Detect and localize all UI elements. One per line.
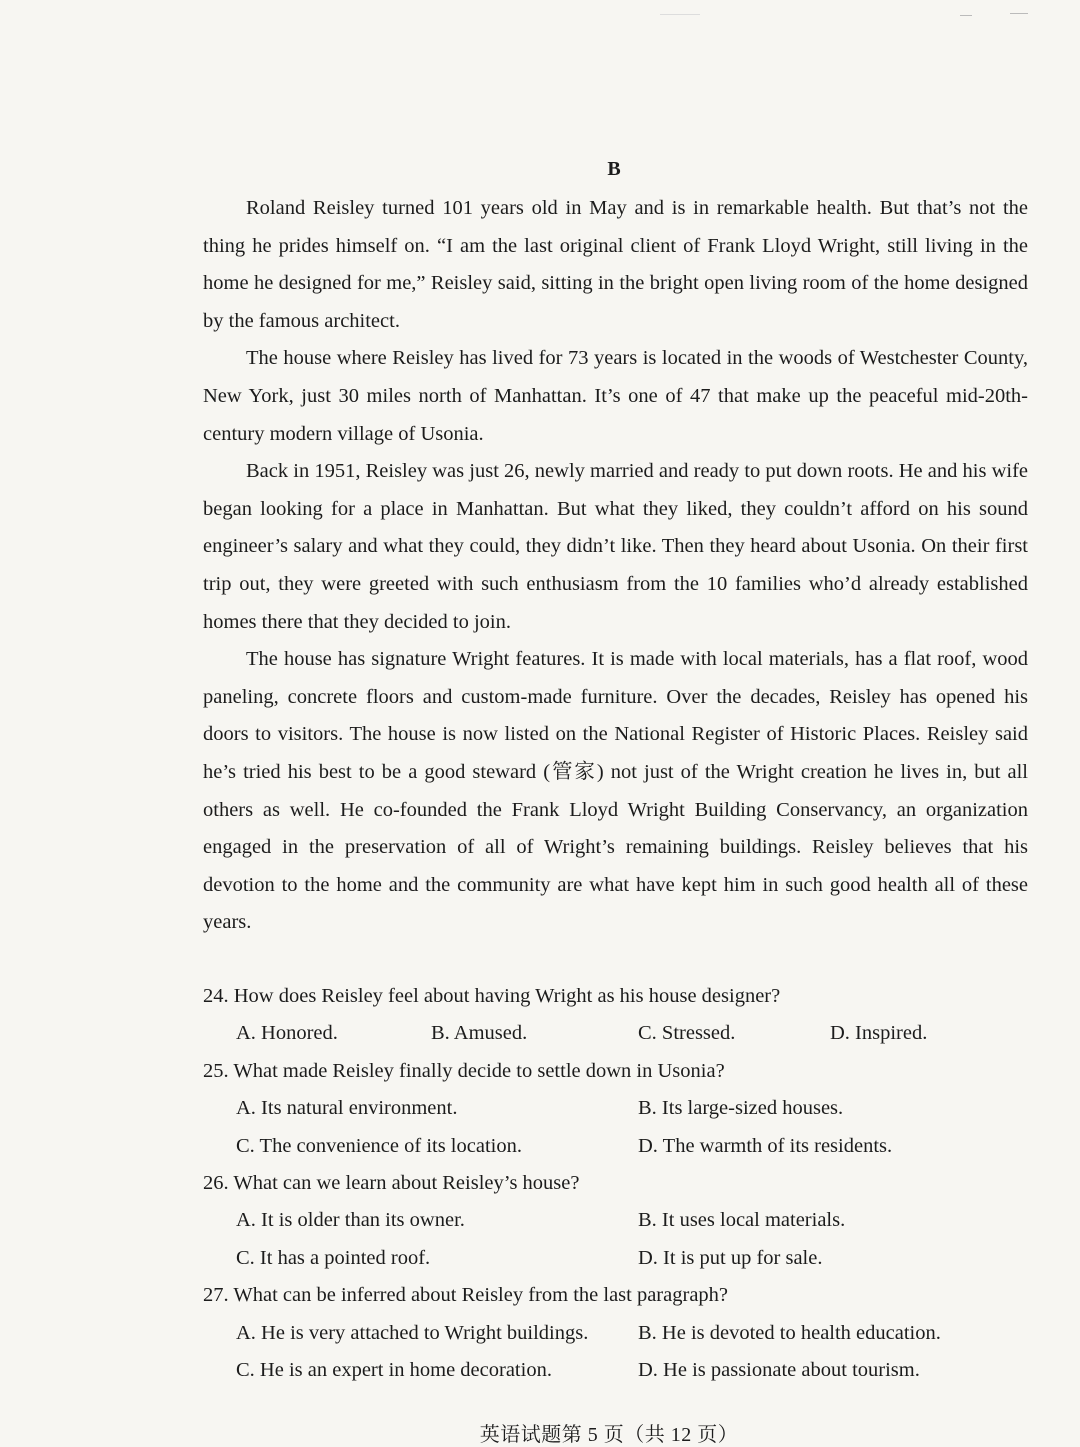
options-row — [203, 1128, 1033, 1165]
scan-mark — [660, 14, 700, 15]
passage-paragraph: Roland Reisley turned 101 years old in May and is in remarkable health. But that’s not the thing he prides himself on. “I am the last original client of Frank Lloyd Wright, still living in the home he designed for me,” Reisley said, sitting in the bright open living room of the home designed by the famous architect. — [203, 197, 1028, 332]
page-footer: 英语试题第 5 页（共 12 页） — [479, 1424, 739, 1446]
option-a: A. Honored. — [236, 1022, 338, 1045]
option-a: A. Its natural environment. — [236, 1097, 458, 1120]
passage-paragraph: The house has signature Wright features. It is made with local materials, has a flat roof, wood paneling, concrete floors and custom-made furniture. Over the decades, Reisley has opened his doors to visitors. The house is now listed on the National Register of Historic Places. Reisley said he’s tried his best to be a good steward (管家) not just of the Wright creation he lives in, but all others as well. He co-founded the Frank Lloyd Wright Building Conservancy, an organization engaged in the preservation of all of Wright’s remaining buildings. Reisley believes that his devotion to the home and the community are what have kept him in such good health all of these years. — [203, 648, 1028, 934]
scan-mark — [1010, 13, 1028, 14]
options-row — [203, 1015, 1033, 1052]
question-stem: 27. What can be inferred about Reisley from the last paragraph? — [203, 1284, 729, 1307]
questions-list — [203, 978, 1033, 1389]
option-c: C. It has a pointed roof. — [236, 1246, 431, 1269]
option-b: B. He is devoted to health education. — [638, 1321, 941, 1344]
options-row — [203, 1202, 1033, 1239]
passage-paragraph: Back in 1951, Reisley was just 26, newly married and ready to put down roots. He and his wife began looking for a place in Manhattan. But what they liked, they couldn’t afford on his sound engineer’s salary and what they could, they didn’t like. Then they heard about Usonia. On their first trip out, they were greeted with such enthusiasm from the 10 families who’d already established homes there that they decided to join. — [203, 460, 1028, 633]
option-d: D. The warmth of its residents. — [638, 1134, 893, 1157]
question-stem: 24. How does Reisley feel about having Wright as his house designer? — [203, 985, 781, 1007]
question-stem: 25. What made Reisley finally decide to settle down in Usonia? — [203, 1059, 725, 1082]
question-25 — [203, 1053, 1033, 1165]
question-stem: 26. What can we learn about Reisley’s house? — [203, 1171, 580, 1194]
option-d: D. He is passionate about tourism. — [638, 1358, 920, 1381]
passage-paragraph: The house where Reisley has lived for 73 years is located in the woods of Westchester County, New York, just 30 miles north of Manhattan. It’s one of 47 that make up the peaceful mid-20th-century modern village of Usonia. — [203, 347, 1028, 445]
option-d: D. Inspired. — [830, 1022, 928, 1045]
option-d: D. It is put up for sale. — [638, 1246, 823, 1269]
section-letter: B — [607, 158, 621, 180]
reading-passage — [203, 190, 1028, 942]
question-27 — [203, 1277, 1033, 1389]
scan-mark — [960, 15, 972, 16]
option-c: C. The convenience of its location. — [236, 1134, 522, 1157]
options-row — [203, 1352, 1033, 1389]
option-a: A. He is very attached to Wright buildings. — [236, 1321, 589, 1344]
options-row — [203, 1315, 1033, 1352]
question-24 — [203, 978, 1033, 1053]
options-row — [203, 1090, 1033, 1127]
option-c: C. Stressed. — [638, 1022, 736, 1045]
option-a: A. It is older than its owner. — [236, 1209, 465, 1232]
option-c: C. He is an expert in home decoration. — [236, 1358, 552, 1381]
options-row — [203, 1240, 1033, 1277]
question-26 — [203, 1165, 1033, 1277]
option-b: B. Amused. — [431, 1022, 528, 1045]
option-b: B. It uses local materials. — [638, 1209, 846, 1232]
option-b: B. Its large-sized houses. — [638, 1097, 844, 1120]
